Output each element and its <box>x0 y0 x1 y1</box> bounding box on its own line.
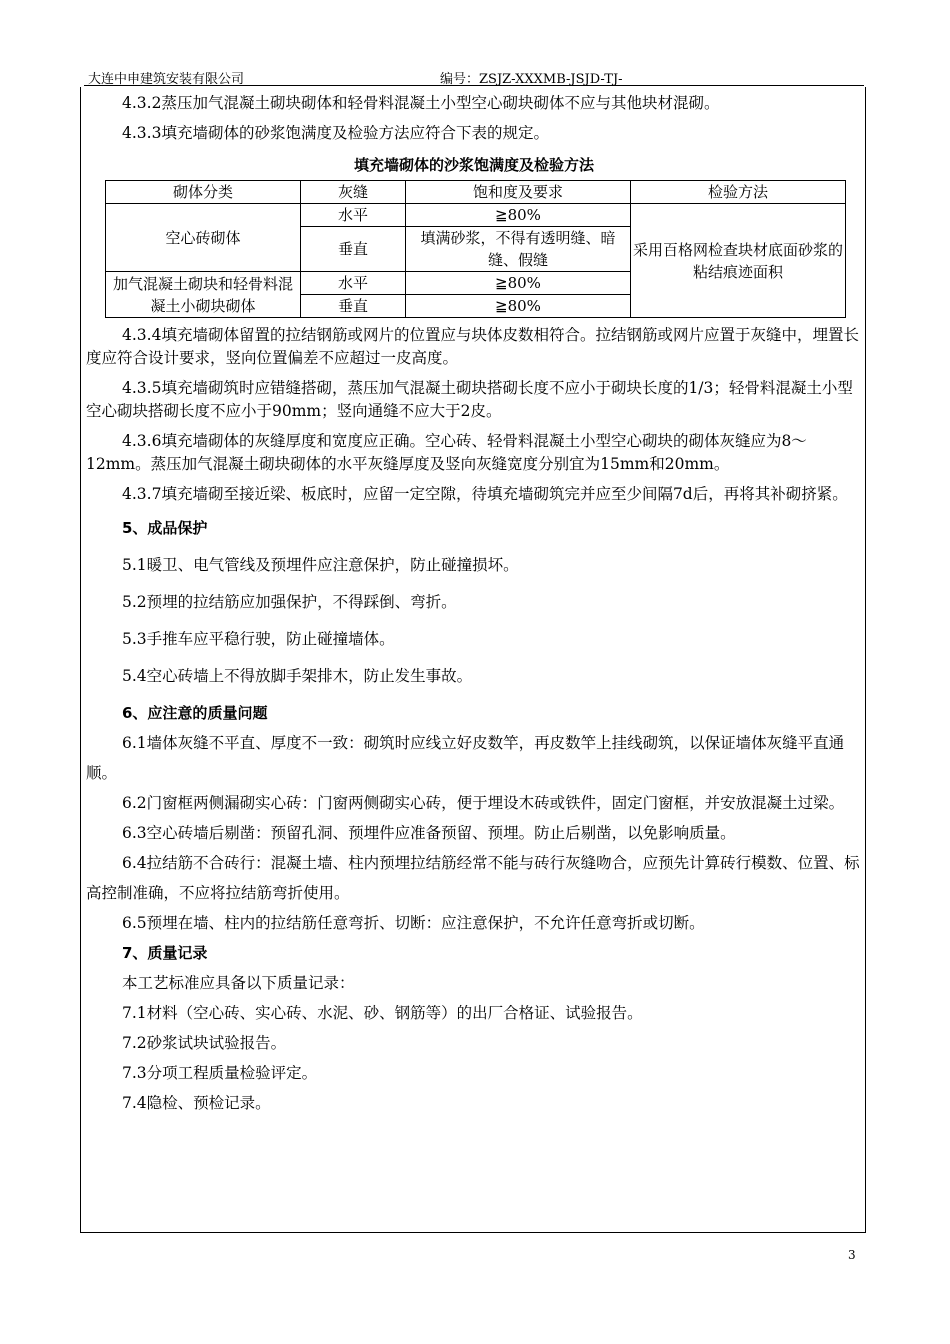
category-aerated-block: 加气混凝土砌块和轻骨料混凝土小砌块砌体 <box>106 272 301 318</box>
paragraph-5-4: 5.4空心砖墙上不得放脚手架排木，防止发生事故。 <box>122 667 473 685</box>
paragraph-6-5: 6.5预埋在墙、柱内的拉结筋任意弯折、切断：应注意保护，不允许任意弯折或切断。 <box>122 914 705 932</box>
paragraph-6-2: 6.2门窗框两侧漏砌实心砖：门窗两侧砌实心砖，便于埋设木砖或铁件，固定门窗框，并安放混凝土过梁。 <box>122 794 845 812</box>
document-code: 编号：ZSJZ-XXXMB-JSJD-TJ- <box>440 72 623 87</box>
paragraph-4-3-4: 4.3.4填充墙砌体留置的拉结钢筋或网片的位置应与块体皮数相符合。拉结钢筋或网片应置于灰缝中，埋置长度应符合设计要求，竖向位置偏差不应超过一皮高度。 <box>86 326 859 367</box>
paragraph-4-3-3: 4.3.3填充墙砌体的砂浆饱满度及检验方法应符合下表的规定。 <box>122 124 549 142</box>
paragraph-7-4: 7.4隐检、预检记录。 <box>122 1094 271 1112</box>
requirement-cell: ≧80% <box>406 295 631 318</box>
paragraph-6-3: 6.3空心砖墙后剔凿：预留孔洞、预埋件应准备预留、预埋。防止后剔凿，以免影响质量。 <box>122 824 736 842</box>
page-number: 3 <box>848 1248 856 1262</box>
table-title: 填充墙砌体的沙浆饱满度及检验方法 <box>353 156 594 174</box>
paragraph-6-4: 6.4拉结筋不合砖行：混凝土墙、柱内预埋拉结筋经常不能与砖行灰缝吻合，应预先计算砖行模数、位置、标高控制准确，不应将拉结筋弯折使用。 <box>86 854 860 902</box>
joint-cell: 垂直 <box>301 227 406 272</box>
paragraph-4-3-2: 4.3.2蒸压加气混凝土砌块砌体和轻骨料混凝土小型空心砌块砌体不应与其他块材混砌。 <box>122 94 720 112</box>
document-body <box>86 88 862 1118</box>
requirement-cell: ≧80% <box>406 204 631 227</box>
paragraph-7-lead: 本工艺标准应具备以下质量记录： <box>122 974 355 992</box>
joint-cell: 水平 <box>301 204 406 227</box>
paragraph-5-2: 5.2预埋的拉结筋应加强保护，不得踩倒、弯折。 <box>122 593 457 611</box>
requirement-cell: 填满砂浆，不得有透明缝、暗缝、假缝 <box>406 227 631 272</box>
table-header-row <box>106 181 846 204</box>
header-joint: 灰缝 <box>301 181 406 204</box>
paragraph-7-1: 7.1材料（空心砖、实心砖、水泥、砂、钢筋等）的出厂合格证、试验报告。 <box>122 1004 643 1022</box>
section-6-heading: 6、应注意的质量问题 <box>122 704 268 722</box>
header-divider <box>84 85 864 86</box>
paragraph-4-3-5: 4.3.5填充墙砌筑时应错缝搭砌，蒸压加气混凝土砌块搭砌长度不应小于砌块长度的1/3；轻骨料混凝土小型空心砌块搭砌长度不应小于90mm；竖向通缝不应大于2皮。 <box>86 379 853 420</box>
paragraph-6-1: 6.1墙体灰缝不平直、厚度不一致：砌筑时应线立好皮数竿，再皮数竿上挂线砌筑，以保证墙体灰缝平直通顺。 <box>86 734 845 782</box>
section-7-heading: 7、质量记录 <box>122 944 208 962</box>
requirement-cell: ≧80% <box>406 272 631 295</box>
mortar-table <box>105 180 846 318</box>
page-header <box>84 66 864 86</box>
paragraph-5-1: 5.1暖卫、电气管线及预埋件应注意保护，防止碰撞损坏。 <box>122 556 519 574</box>
paragraph-4-3-6: 4.3.6填充墙砌体的灰缝厚度和宽度应正确。空心砖、轻骨料混凝土小型空心砌块的砌体灰缝应为8～12mm。蒸压加气混凝土砌块砌体的水平灰缝厚度及竖向灰缝宽度分别宜为15mm和20mm。 <box>86 432 807 473</box>
header-method: 检验方法 <box>631 181 846 204</box>
paragraph-7-3: 7.3分项工程质量检验评定。 <box>122 1064 318 1082</box>
header-requirement: 饱和度及要求 <box>406 181 631 204</box>
paragraph-4-3-7: 4.3.7填充墙砌至接近梁、板底时，应留一定空隙，待填充墙砌筑完并应至少间隔7d后，再将其补砌挤紧。 <box>122 485 848 503</box>
section-5-heading: 5、成品保护 <box>122 519 208 537</box>
joint-cell: 垂直 <box>301 295 406 318</box>
joint-cell: 水平 <box>301 272 406 295</box>
method-cell: 采用百格网检查块材底面砂浆的粘结痕迹面积 <box>631 204 846 318</box>
table-row <box>106 204 846 227</box>
paragraph-7-2: 7.2砂浆试块试验报告。 <box>122 1034 287 1052</box>
category-hollow-brick: 空心砖砌体 <box>106 204 301 272</box>
paragraph-5-3: 5.3手推车应平稳行驶，防止碰撞墙体。 <box>122 630 395 648</box>
company-name: 大连中申建筑安装有限公司 <box>88 72 245 87</box>
header-category: 砌体分类 <box>106 181 301 204</box>
